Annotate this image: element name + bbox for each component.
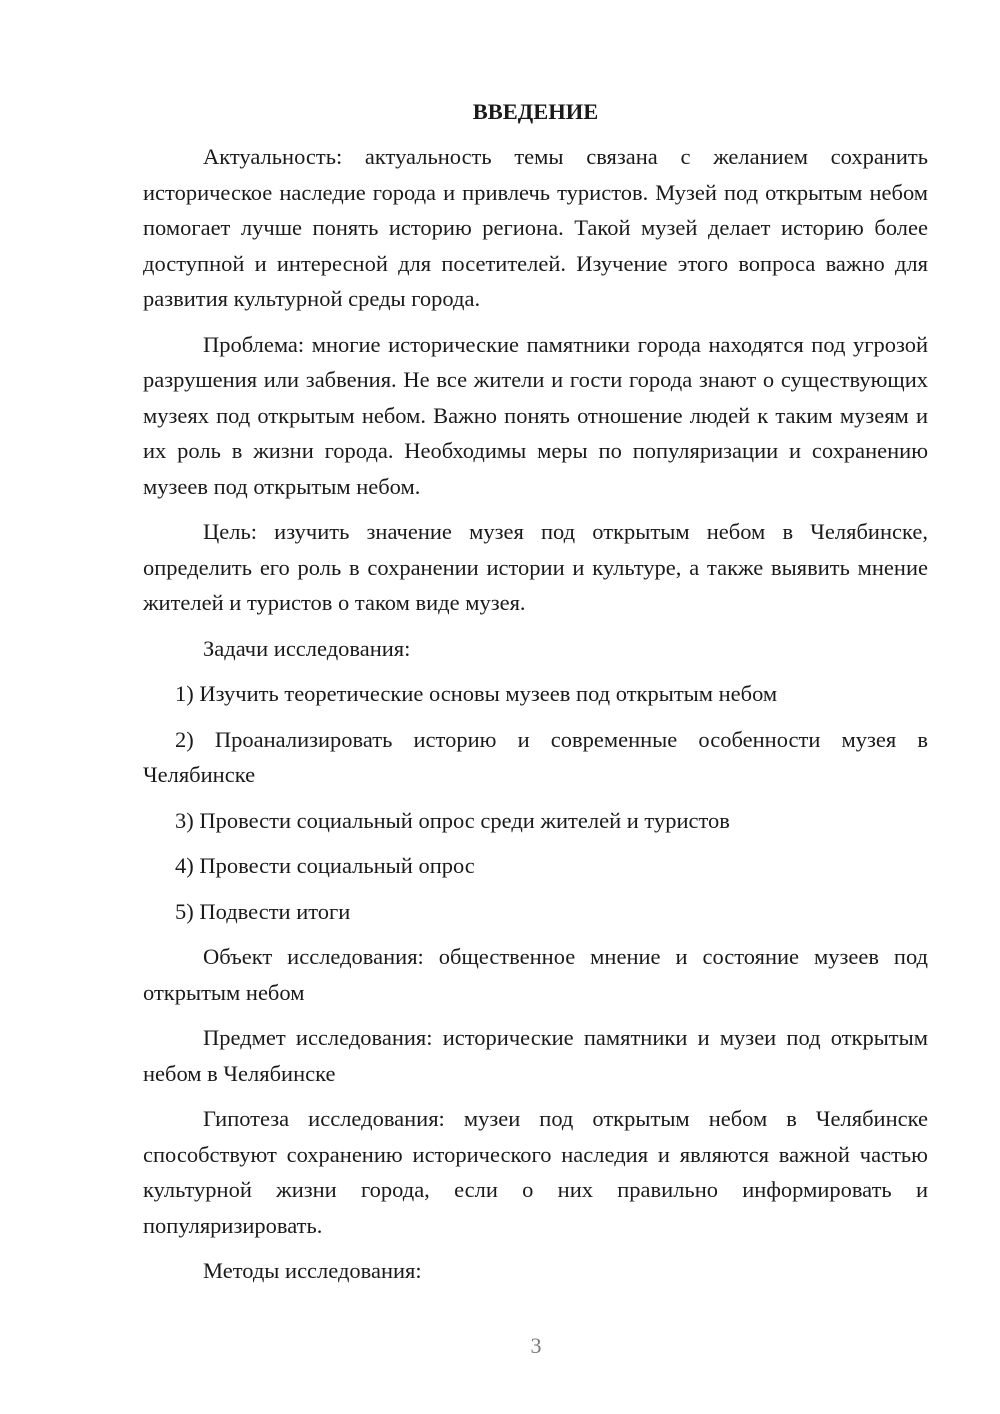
problem-paragraph: Проблема: многие исторические памятники города находятся под угрозой разрушения или забвения. Не все жители и гости города знают о существующих музеях под открытым небом. Важно понять отношение людей к таким музеям и их роль в жизни города. Необходимы меры по популяризации и сохранению музеев под открытым небом. [143,331,928,499]
relevance-paragraph: Актуальность: актуальность темы связана с желанием сохранить историческое наследие города и привлечь туристов. Музей под открытым небом помогает лучше понять историю региона. Такой музей делает историю более доступной и интересной для посетителей. Изучение этого вопроса важно для развития культурной среды города. [143,144,928,311]
task-item-1: 1) Изучить теоретические основы музеев под открытым небом [175,681,778,706]
page-content [143,94,928,1299]
tasks-heading: Задачи исследования: [203,635,411,661]
task-item-4: 4) Провести социальный опрос [175,853,475,878]
task-item-3: 3) Провести социальный опрос среди жителей и туристов [175,807,730,833]
hypothesis-paragraph: Гипотеза исследования: музеи под открытым небом в Челябинске способствуют сохранению исторического наследия и являются важной частью культурной жизни города, если о них правильно информировать и популяризировать. [143,1106,928,1238]
goal-paragraph: Цель: изучить значение музея под открытым небом в Челябинске, определить его роль в сохранении истории и культуре, а также выявить мнение жителей и туристов о таком виде музея. [143,519,928,615]
task-item-5: 5) Подвести итоги [175,898,351,924]
object-paragraph: Объект исследования: общественное мнение и состояние музеев под открытым небом [143,944,928,1005]
section-heading: ВВЕДЕНИЕ [472,99,599,124]
subject-paragraph: Предмет исследования: исторические памятники и музеи под открытым небом в Челябинске [143,1025,928,1086]
task-item-2: 2) Проанализировать историю и современные особенности музея в Челябинске [143,726,928,787]
methods-heading: Методы исследования: [203,1258,422,1283]
page-number: 3 [530,1333,542,1358]
